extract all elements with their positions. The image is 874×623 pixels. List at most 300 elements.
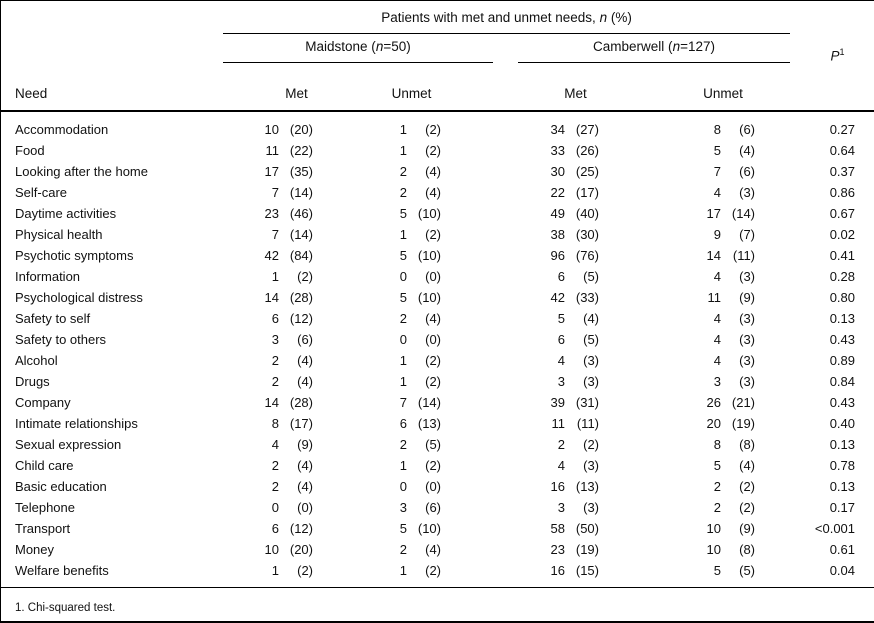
percent-value: (46): [289, 206, 313, 221]
maidstone-unmet-cell: [358, 518, 493, 539]
percent-value: (0): [425, 479, 441, 494]
count-value: 39: [550, 395, 565, 410]
maidstone-met-cell: [223, 497, 358, 518]
table-row: [1, 266, 874, 287]
percent-value: (25): [575, 164, 599, 179]
camberwell-met-cell: [493, 203, 641, 224]
p-value-cell: 0.37: [829, 164, 856, 179]
count-value: 1: [399, 122, 407, 137]
count-value: 5: [399, 206, 407, 221]
count-value: 7: [399, 395, 407, 410]
need-cell: Telephone: [15, 500, 75, 515]
need-cell: Welfare benefits: [15, 563, 109, 578]
count-value: 14: [706, 248, 722, 263]
percent-value: (2): [425, 353, 441, 368]
count-value: 2: [271, 479, 279, 494]
count-value: 42: [264, 248, 279, 263]
percent-value: (0): [297, 500, 313, 515]
percent-value: (76): [575, 248, 599, 263]
table-row: [1, 308, 874, 329]
need-cell: Physical health: [15, 227, 103, 242]
camberwell-met-cell: [493, 539, 641, 560]
percent-value: (31): [575, 395, 599, 410]
count-value: 1: [399, 227, 407, 242]
camberwell-group-header: [493, 34, 790, 63]
p-header-label: P: [830, 48, 840, 64]
count-value: 8: [271, 416, 279, 431]
table-row: [1, 329, 874, 350]
need-cell: Psychotic symptoms: [15, 248, 134, 263]
p-header-footnote-marker: 1: [839, 47, 845, 58]
count-value: 2: [713, 500, 722, 515]
percent-value: (27): [575, 122, 599, 137]
count-value: 4: [557, 458, 565, 473]
p-value-cell: 0.43: [829, 395, 856, 410]
maidstone-met-cell: [223, 161, 358, 182]
percent-value: (13): [575, 479, 599, 494]
count-value: 6: [557, 269, 565, 284]
camberwell-unmet-cell: [641, 476, 790, 497]
maidstone-met-cell: [223, 539, 358, 560]
count-value: 14: [264, 290, 279, 305]
footnote: 1. Chi-squared test.: [1, 588, 874, 623]
percent-value: (3): [583, 500, 599, 515]
percent-value: (33): [575, 290, 599, 305]
count-value: 8: [713, 437, 722, 452]
percent-value: (2): [583, 437, 599, 452]
percent-value: (2): [425, 143, 441, 158]
count-value: 96: [550, 248, 565, 263]
camberwell-met-cell: [493, 413, 641, 434]
maidstone-met-cell: [223, 476, 358, 497]
count-value: 17: [706, 206, 722, 221]
camberwell-unmet-cell: [641, 350, 790, 371]
count-value: 11: [265, 143, 279, 158]
count-value: 26: [706, 395, 722, 410]
percent-value: (35): [289, 164, 313, 179]
maidstone-unmet-cell: [358, 140, 493, 161]
count-value: 1: [399, 143, 407, 158]
maidstone-met-cell: [223, 224, 358, 245]
count-value: 34: [550, 122, 565, 137]
count-value: 2: [399, 542, 407, 557]
p-value-cell: 0.40: [829, 416, 856, 431]
maidstone-unmet-cell: [358, 392, 493, 413]
p-value-cell: 0.02: [829, 227, 856, 242]
percent-value: (20): [289, 122, 313, 137]
count-value: 0: [399, 479, 407, 494]
percent-value: (21): [731, 395, 756, 410]
p-value-cell: 0.13: [829, 311, 856, 326]
percent-value: (3): [583, 374, 599, 389]
percent-value: (10): [417, 290, 441, 305]
percent-value: (40): [575, 206, 599, 221]
camberwell-unmet-cell: [641, 203, 790, 224]
camberwell-unmet-cell: [641, 161, 790, 182]
table-row: [1, 140, 874, 161]
table-row: [1, 476, 874, 497]
count-value: 5: [713, 143, 722, 158]
need-cell: Food: [15, 143, 45, 158]
percent-value: (2): [739, 479, 756, 494]
spanner-title-text: Patients with met and unmet needs,: [381, 10, 600, 25]
percent-value: (5): [583, 269, 599, 284]
percent-value: (4): [425, 185, 441, 200]
count-value: 0: [271, 500, 279, 515]
table-row: [1, 111, 874, 140]
percent-value: (19): [731, 416, 756, 431]
percent-value: (3): [583, 353, 599, 368]
percent-value: (5): [583, 332, 599, 347]
count-value: 6: [271, 311, 279, 326]
percent-value: (20): [289, 542, 313, 557]
needs-table: [1, 1, 874, 623]
maidstone-met-cell: [223, 518, 358, 539]
maidstone-unmet-cell: [358, 161, 493, 182]
percent-value: (14): [289, 185, 313, 200]
need-cell: Money: [15, 542, 55, 557]
count-value: 14: [264, 395, 279, 410]
need-cell: Psychological distress: [15, 290, 143, 305]
need-cell: Child care: [15, 458, 74, 473]
maidstone-met-cell: [223, 371, 358, 392]
count-value: 17: [264, 164, 279, 179]
camberwell-unmet-cell: [641, 287, 790, 308]
percent-value: (3): [583, 458, 599, 473]
percent-value: (84): [289, 248, 313, 263]
percent-value: (6): [297, 332, 313, 347]
maidstone-unmet-cell: [358, 476, 493, 497]
count-value: 10: [706, 521, 722, 536]
count-value: 10: [706, 542, 722, 557]
maidstone-unmet-cell: [358, 182, 493, 203]
maidstone-unmet-cell: [358, 224, 493, 245]
count-value: 20: [706, 416, 722, 431]
percent-value: (14): [731, 206, 756, 221]
count-value: 33: [550, 143, 565, 158]
camberwell-met-cell: [493, 308, 641, 329]
camberwell-met-cell: [493, 140, 641, 161]
table-row: [1, 434, 874, 455]
p-value-cell: 0.89: [829, 353, 856, 368]
p-value-cell: 0.13: [829, 437, 856, 452]
spanner-title-unit: (%): [607, 10, 632, 25]
camberwell-group-label: Camberwell (n=127): [518, 34, 790, 63]
percent-value: (4): [297, 353, 313, 368]
maidstone-met-cell: [223, 140, 358, 161]
percent-value: (2): [297, 269, 313, 284]
count-value: 2: [399, 164, 407, 179]
spanner-title-cell: [223, 1, 790, 34]
percent-value: (12): [289, 311, 313, 326]
camberwell-unmet-cell: [641, 392, 790, 413]
count-value: 30: [550, 164, 565, 179]
percent-value: (5): [739, 563, 756, 578]
camberwell-met-cell: [493, 560, 641, 588]
table-body: [1, 111, 874, 588]
percent-value: (2): [425, 227, 441, 242]
camberwell-met-cell: [493, 350, 641, 371]
camberwell-met-cell: [493, 224, 641, 245]
percent-value: (28): [289, 290, 313, 305]
count-value: 6: [399, 416, 407, 431]
table-row: [1, 350, 874, 371]
camberwell-met-header: Met: [564, 86, 587, 101]
camberwell-unmet-cell: [641, 371, 790, 392]
count-value: 2: [399, 185, 407, 200]
count-value: 1: [399, 374, 407, 389]
percent-value: (0): [425, 269, 441, 284]
percent-value: (14): [289, 227, 313, 242]
table-row: [1, 203, 874, 224]
p-value-cell: 0.84: [829, 374, 856, 389]
maidstone-met-cell: [223, 182, 358, 203]
count-value: 2: [713, 479, 722, 494]
p-value-cell: 0.67: [829, 206, 856, 221]
percent-value: (4): [583, 311, 599, 326]
maidstone-met-cell: [223, 434, 358, 455]
maidstone-unmet-cell: [358, 413, 493, 434]
camberwell-met-cell: [493, 287, 641, 308]
count-value: 4: [713, 311, 722, 326]
count-value: 4: [271, 437, 279, 452]
maidstone-group-label: Maidstone (n=50): [223, 34, 493, 63]
percent-value: (19): [575, 542, 599, 557]
table-row: [1, 245, 874, 266]
count-value: 58: [550, 521, 565, 536]
maidstone-unmet-header: Unmet: [391, 86, 432, 101]
need-cell: Basic education: [15, 479, 107, 494]
need-cell: Looking after the home: [15, 164, 148, 179]
maidstone-n-italic: n: [375, 39, 384, 54]
camberwell-met-cell: [493, 392, 641, 413]
count-value: 23: [550, 542, 565, 557]
maidstone-met-cell: [223, 111, 358, 140]
maidstone-met-cell: [223, 245, 358, 266]
camberwell-met-cell: [493, 266, 641, 287]
percent-value: (8): [739, 437, 756, 452]
table-row: [1, 497, 874, 518]
percent-value: (11): [732, 248, 756, 263]
percent-value: (3): [739, 353, 756, 368]
maidstone-unmet-cell: [358, 287, 493, 308]
need-cell: Accommodation: [15, 122, 109, 137]
table-row: [1, 371, 874, 392]
count-value: 5: [399, 290, 407, 305]
percent-value: (5): [425, 437, 441, 452]
maidstone-met-cell: [223, 266, 358, 287]
count-value: 0: [399, 269, 407, 284]
percent-value: (3): [739, 185, 756, 200]
table-row: [1, 392, 874, 413]
percent-value: (10): [417, 521, 441, 536]
camberwell-met-cell: [493, 329, 641, 350]
camberwell-unmet-header: Unmet: [703, 86, 743, 101]
count-value: 4: [713, 185, 722, 200]
table-footer: [1, 588, 874, 623]
p-value-cell: 0.80: [829, 290, 856, 305]
count-value: 3: [557, 374, 565, 389]
camberwell-unmet-cell: [641, 560, 790, 588]
count-value: 1: [399, 563, 407, 578]
p-value-cell: 0.04: [829, 563, 856, 578]
count-value: 8: [713, 122, 722, 137]
table-row: [1, 413, 874, 434]
percent-value: (3): [739, 332, 756, 347]
need-cell: Sexual expression: [15, 437, 122, 452]
percent-value: (10): [417, 248, 441, 263]
camberwell-unmet-cell: [641, 413, 790, 434]
p-value-cell: 0.86: [829, 185, 856, 200]
p-value-cell: 0.17: [829, 500, 856, 515]
percent-value: (2): [739, 500, 756, 515]
camberwell-unmet-cell: [641, 182, 790, 203]
need-cell: Company: [15, 395, 71, 410]
camberwell-unmet-cell: [641, 434, 790, 455]
percent-value: (12): [289, 521, 313, 536]
count-value: 42: [550, 290, 565, 305]
percent-value: (4): [425, 164, 441, 179]
count-value: 0: [399, 332, 407, 347]
need-cell: Information: [15, 269, 81, 284]
count-value: 1: [399, 353, 407, 368]
table-row: [1, 224, 874, 245]
count-value: 3: [271, 332, 279, 347]
maidstone-met-cell: [223, 350, 358, 371]
percent-value: (4): [297, 374, 313, 389]
count-value: 4: [713, 353, 722, 368]
count-value: 5: [399, 248, 407, 263]
need-cell: Transport: [15, 521, 71, 536]
table-row: [1, 161, 874, 182]
camberwell-met-cell: [493, 518, 641, 539]
maidstone-unmet-cell: [358, 455, 493, 476]
percent-value: (7): [739, 227, 756, 242]
camberwell-unmet-cell: [641, 518, 790, 539]
count-value: 1: [399, 458, 407, 473]
p-value-cell: 0.13: [829, 479, 856, 494]
percent-value: (4): [297, 479, 313, 494]
camberwell-met-cell: [493, 497, 641, 518]
percent-value: (0): [425, 332, 441, 347]
count-value: 10: [264, 122, 279, 137]
table-row: [1, 560, 874, 588]
p-value-cell: 0.41: [829, 248, 856, 263]
table-row: [1, 182, 874, 203]
camberwell-unmet-cell: [641, 245, 790, 266]
spanner-title-n-italic: n: [599, 10, 608, 25]
maidstone-met-cell: [223, 455, 358, 476]
percent-value: (9): [739, 521, 756, 536]
count-value: 2: [271, 458, 279, 473]
p-value-cell: 0.28: [829, 269, 856, 284]
camberwell-met-cell: [493, 476, 641, 497]
percent-value: (14): [417, 395, 441, 410]
maidstone-met-cell: [223, 560, 358, 588]
count-value: 11: [551, 416, 565, 431]
count-value: 4: [713, 332, 722, 347]
percent-value: (17): [289, 416, 313, 431]
maidstone-unmet-cell: [358, 371, 493, 392]
count-value: 4: [713, 269, 722, 284]
maidstone-met-cell: [223, 287, 358, 308]
need-cell: Intimate relationships: [15, 416, 138, 431]
need-column-header: [1, 1, 223, 111]
count-value: 4: [557, 353, 565, 368]
table-header: [1, 1, 874, 111]
camberwell-unmet-cell: [641, 111, 790, 140]
camberwell-unmet-cell: [641, 224, 790, 245]
percent-value: (4): [297, 458, 313, 473]
spanner-row: [1, 1, 874, 34]
count-value: 2: [557, 437, 565, 452]
count-value: 6: [271, 521, 279, 536]
maidstone-unmet-cell: [358, 434, 493, 455]
maidstone-met-cell: [223, 413, 358, 434]
percent-value: (30): [575, 227, 599, 242]
count-value: 7: [271, 185, 279, 200]
maidstone-met-cell: [223, 308, 358, 329]
percent-value: (2): [425, 458, 441, 473]
camberwell-met-cell: [493, 161, 641, 182]
count-value: 38: [550, 227, 565, 242]
camberwell-unmet-cell: [641, 266, 790, 287]
camberwell-met-cell: [493, 455, 641, 476]
footnote-row: [1, 588, 874, 623]
camberwell-unmet-cell: [641, 455, 790, 476]
count-value: 5: [399, 521, 407, 536]
p-value-cell: 0.78: [829, 458, 856, 473]
maidstone-unmet-cell: [358, 329, 493, 350]
camberwell-unmet-cell: [641, 539, 790, 560]
count-value: 2: [399, 437, 407, 452]
count-value: 3: [399, 500, 407, 515]
count-value: 2: [271, 353, 279, 368]
percent-value: (2): [297, 563, 313, 578]
percent-value: (15): [575, 563, 599, 578]
need-cell: Alcohol: [15, 353, 58, 368]
table-row: [1, 539, 874, 560]
count-value: 7: [271, 227, 279, 242]
need-cell: Drugs: [15, 374, 50, 389]
percent-value: (11): [576, 416, 599, 431]
count-value: 5: [713, 563, 722, 578]
percent-value: (9): [739, 290, 756, 305]
maidstone-met-header: Met: [285, 86, 308, 101]
percent-value: (22): [289, 143, 313, 158]
percent-value: (2): [425, 122, 441, 137]
count-value: 3: [713, 374, 722, 389]
count-value: 5: [713, 458, 722, 473]
camberwell-met-cell: [493, 182, 641, 203]
maidstone-met-cell: [223, 203, 358, 224]
percent-value: (6): [739, 164, 756, 179]
count-value: 22: [550, 185, 565, 200]
p-value-cell: 0.61: [829, 542, 856, 557]
count-value: 16: [550, 479, 565, 494]
maidstone-unmet-cell: [358, 266, 493, 287]
camberwell-met-cell: [493, 434, 641, 455]
percent-value: (3): [739, 269, 756, 284]
count-value: 49: [550, 206, 565, 221]
percent-value: (2): [425, 563, 441, 578]
count-value: 1: [271, 269, 279, 284]
need-cell: Self-care: [15, 185, 68, 200]
count-value: 23: [264, 206, 279, 221]
count-value: 3: [557, 500, 565, 515]
count-value: 1: [271, 563, 279, 578]
need-header-label: Need: [15, 86, 48, 101]
